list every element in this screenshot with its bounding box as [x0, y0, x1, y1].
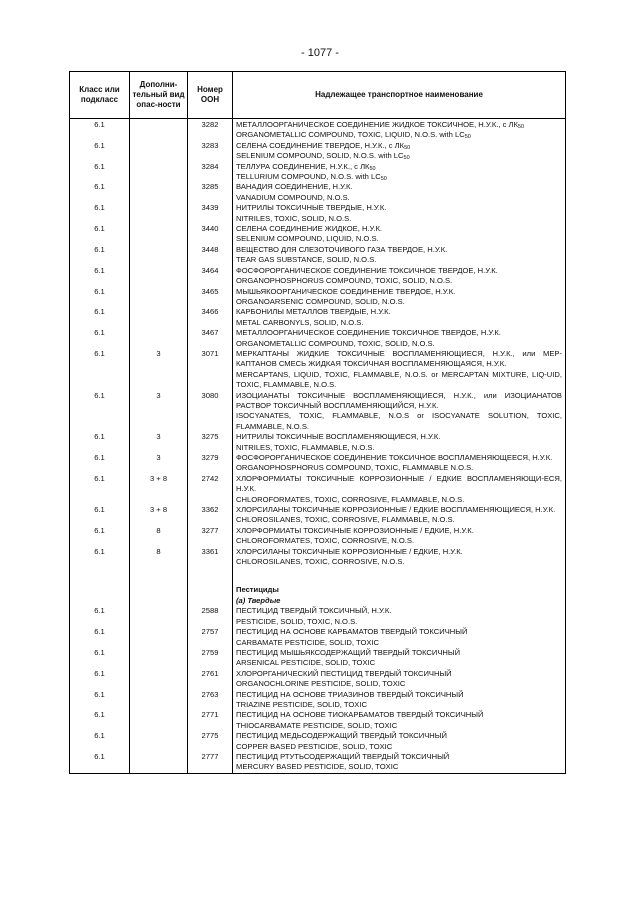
- name-russian: ХЛОРФОРМИАТЫ ТОКСИЧНЫЕ КОРРОЗИОННЫЕ / ЕДКИЕ, Н.У.К.: [236, 525, 474, 535]
- name-english: NITRILES, TOXIC, SOLID, N.O.S.: [236, 213, 352, 223]
- shipping-name-cell: [233, 141, 566, 162]
- name-english: SELENIUM COMPOUND, SOLID, N.O.S. with $LC_{50}$: [236, 151, 410, 162]
- section-heading-row: [70, 585, 566, 606]
- additional-hazard-cell: [130, 752, 188, 773]
- un-number-cell: 3464: [188, 266, 233, 287]
- header-class: Класс или подкласс: [70, 72, 130, 119]
- un-number-cell: 3275: [188, 432, 233, 453]
- table-row: [70, 731, 566, 752]
- shipping-name-cell: [233, 752, 566, 773]
- name-english: PESTICIDE, SOLID, TOXIC, N.O.S.: [236, 616, 358, 626]
- section-spacer: [70, 567, 566, 585]
- name-english: SELENIUM COMPOUND, LIQUID, N.O.S.: [236, 234, 379, 244]
- additional-hazard-cell: [130, 307, 188, 328]
- shipping-name-cell: [233, 224, 566, 245]
- name-russian: СЕЛЕНА СОЕДИНЕНИЕ ЖИДКОЕ, Н.У.К.: [236, 224, 383, 234]
- additional-hazard-cell: 8: [130, 547, 188, 568]
- shipping-name-cell: [233, 266, 566, 287]
- name-english: CHLOROSILANES, TOXIC, CORROSIVE, N.O.S.: [236, 557, 405, 567]
- name-russian: ПЕСТИЦИД МЕДЬСОДЕРЖАЩИЙ ТВЕРДЫЙ ТОКСИЧНЫЙ: [236, 731, 447, 741]
- name-english: MERCURY BASED PESTICIDE, SOLID, TOXIC: [236, 762, 399, 772]
- additional-hazard-cell: [130, 119, 188, 141]
- un-number-cell: 2775: [188, 731, 233, 752]
- name-russian: ХЛОРСИЛАНЫ ТОКСИЧНЫЕ КОРРОЗИОННЫЕ / ЕДКИЕ, Н.У.К.: [236, 546, 463, 556]
- table-row: [70, 141, 566, 162]
- name-russian: ПЕСТИЦИД НА ОСНОВЕ ТРИАЗИНОВ ТВЕРДЫЙ ТОКСИЧНЫЙ: [236, 689, 464, 699]
- name-english: COPPER BASED PESTICIDE, SOLID, TOXIC: [236, 741, 393, 751]
- table-row: [70, 505, 566, 526]
- table-row: [70, 162, 566, 183]
- un-number-cell: 3071: [188, 349, 233, 391]
- name-english: ORGANOCHLORINE PESTICIDE, SOLID, TOXIC: [236, 679, 406, 689]
- name-english: ORGANOMETALLIC COMPOUND, TOXIC, SOLID, N.O.S.: [236, 338, 435, 348]
- table-row: [70, 432, 566, 453]
- name-russian: ФОСФОРОРГАНИЧЕСКОЕ СОЕДИНЕНИЕ ТОКСИЧНОЕ ВОСПЛАМЕНЯЮЩЕЕСЯ, Н.У.К.: [236, 453, 553, 462]
- name-english: ORGANOPHOSPHORUS COMPOUND, TOXIC, SOLID, N.O.S.: [236, 276, 453, 286]
- un-number-cell: 2742: [188, 474, 233, 505]
- shipping-name-cell: [233, 669, 566, 690]
- name-english: NITRILES, TOXIC, FLAMMABLE, N.O.S.: [236, 442, 375, 452]
- table-row: [70, 547, 566, 568]
- shipping-name-cell: [233, 710, 566, 731]
- additional-hazard-cell: [130, 245, 188, 266]
- additional-hazard-cell: [130, 627, 188, 648]
- additional-hazard-cell: [130, 203, 188, 224]
- table-row: [70, 627, 566, 648]
- name-russian: СЕЛЕНА СОЕДИНЕНИЕ ТВЕРДОЕ, Н.У.К., с $ЛК_{50}$: [236, 140, 411, 151]
- class-cell: 6.1: [70, 752, 130, 773]
- un-number-cell: 3080: [188, 391, 233, 433]
- un-number-cell: 3440: [188, 224, 233, 245]
- additional-hazard-cell: [130, 141, 188, 162]
- name-english: CARBAMATE PESTICIDE, SOLID, TOXIC: [236, 637, 380, 647]
- additional-hazard-cell: 8: [130, 526, 188, 547]
- empty-cell: [188, 585, 233, 606]
- un-number-cell: 3361: [188, 547, 233, 568]
- table-row: [70, 474, 566, 505]
- class-cell: 6.1: [70, 182, 130, 203]
- shipping-name-cell: [233, 690, 566, 711]
- table-row: [70, 648, 566, 669]
- dangerous-goods-table: [69, 71, 566, 774]
- shipping-name-cell: [233, 391, 566, 433]
- class-cell: 6.1: [70, 731, 130, 752]
- class-cell: 6.1: [70, 526, 130, 547]
- subsection-title: (а) Твердые: [236, 595, 281, 605]
- name-russian: МЕТАЛЛООРГАНИЧЕСКОЕ СОЕДИНЕНИЕ ТОКСИЧНОЕ ТВЕРДОЕ, Н.У.К.: [236, 328, 501, 338]
- table-row: [70, 391, 566, 433]
- name-russian: МЕРКАПТАНЫ ЖИДКИЕ ТОКСИЧНЫЕ ВОСПЛАМЕНЯЮЩИЕСЯ, Н.У.К., или МЕР-КАПТАНОВ СМЕСЬ ЖИДКАЯ ТОКСИЧНАЯ ВОСПЛАМЕНЯЮЩАЯСЯ, Н.У.К.: [236, 348, 562, 369]
- class-cell: 6.1: [70, 224, 130, 245]
- additional-hazard-cell: 3: [130, 391, 188, 433]
- name-russian: ФОСФОРОРГАНИЧЕСКОЕ СОЕДИНЕНИЕ ТОКСИЧНОЕ ТВЕРДОЕ, Н.У.К.: [236, 265, 498, 275]
- name-russian: ПЕСТИЦИД МЫШЬЯКСОДЕРЖАЩИЙ ТВЕРДЫЙ ТОКСИЧНЫЙ: [236, 647, 461, 657]
- shipping-name-cell: [233, 203, 566, 224]
- spacer-cell: [188, 567, 233, 585]
- table-row: [70, 119, 566, 141]
- un-number-cell: 3465: [188, 287, 233, 308]
- name-english: MERCAPTANS, LIQUID, TOXIC, FLAMMABLE, N.O.S. or MERCAPTAN MIXTURE, LIQ-UID, TOXIC, FLAMMABLE, N.O.S.: [236, 369, 562, 390]
- un-number-cell: 3439: [188, 203, 233, 224]
- un-number-cell: 2588: [188, 606, 233, 627]
- additional-hazard-cell: [130, 287, 188, 308]
- un-number-cell: 3362: [188, 505, 233, 526]
- additional-hazard-cell: 3: [130, 349, 188, 391]
- name-english: ORGANOMETALLIC COMPOUND, TOXIC, LIQUID, N.O.S. with $LC_{50}$: [236, 130, 471, 141]
- name-english: TRIAZINE PESTICIDE, SOLID, TOXIC: [236, 699, 367, 709]
- shipping-name-cell: [233, 627, 566, 648]
- un-number-cell: 3282: [188, 119, 233, 141]
- header-un-number: Номер ООН: [188, 72, 233, 119]
- name-english: ORGANOPHOSPHORUS COMPOUND, TOXIC, FLAMMABLE N.O.S.: [236, 463, 474, 473]
- header-shipping-name: Надлежащее транспортное наименование: [233, 72, 566, 119]
- shipping-name-cell: [233, 648, 566, 669]
- table-header-row: [70, 72, 566, 119]
- class-cell: 6.1: [70, 690, 130, 711]
- table-body: [70, 119, 566, 774]
- class-cell: 6.1: [70, 245, 130, 266]
- shipping-name-cell: [233, 328, 566, 349]
- additional-hazard-cell: [130, 182, 188, 203]
- table-row: [70, 307, 566, 328]
- additional-hazard-cell: [130, 162, 188, 183]
- additional-hazard-cell: [130, 710, 188, 731]
- name-english: THIOCARBAMATE PESTICIDE, SOLID, TOXIC: [236, 720, 398, 730]
- class-cell: 6.1: [70, 505, 130, 526]
- shipping-name-cell: [233, 505, 566, 526]
- un-number-cell: 2763: [188, 690, 233, 711]
- class-cell: 6.1: [70, 391, 130, 433]
- table-row: [70, 349, 566, 391]
- name-english: VANADIUM COMPOUND, N.O.S.: [236, 192, 350, 202]
- class-cell: 6.1: [70, 162, 130, 183]
- name-english: TELLURIUM COMPOUND, N.O.S. with $LC_{50}$: [236, 172, 387, 183]
- table-row: [70, 287, 566, 308]
- class-cell: 6.1: [70, 266, 130, 287]
- header-additional-hazard: Дополни-тельный вид опас-ности: [130, 72, 188, 119]
- un-number-cell: 3467: [188, 328, 233, 349]
- name-russian: ИЗОЦИАНАТЫ ТОКСИЧНЫЕ ВОСПЛАМЕНЯЮЩИЕСЯ, Н.У.К., или ИЗОЦИАНАТОВ РАСТВОР ТОКСИЧНЫЙ ВОСПЛАМЕНЯЮЩИЙСЯ, Н.У.К.: [236, 390, 562, 410]
- un-number-cell: 3277: [188, 526, 233, 547]
- additional-hazard-cell: 3: [130, 432, 188, 453]
- name-english: ARSENICAL PESTICIDE, SOLID, TOXIC: [236, 658, 376, 668]
- additional-hazard-cell: [130, 266, 188, 287]
- class-cell: 6.1: [70, 627, 130, 648]
- table-row: [70, 710, 566, 731]
- additional-hazard-cell: [130, 224, 188, 245]
- un-number-cell: 2771: [188, 710, 233, 731]
- class-cell: 6.1: [70, 287, 130, 308]
- un-number-cell: 3284: [188, 162, 233, 183]
- additional-hazard-cell: 3 + 8: [130, 474, 188, 505]
- page-number: - 1077 -: [301, 47, 339, 59]
- spacer-cell: [70, 567, 130, 585]
- un-number-cell: 2759: [188, 648, 233, 669]
- name-russian: ПЕСТИЦИД РТУТЬСОДЕРЖАЩИЙ ТВЕРДЫЙ ТОКСИЧНЫЙ: [236, 751, 450, 761]
- shipping-name-cell: [233, 474, 566, 505]
- name-english: CHLOROSILANES, TOXIC, CORROSIVE, FLAMMABLE, N.O.S.: [236, 515, 455, 525]
- shipping-name-cell: [233, 432, 566, 453]
- additional-hazard-cell: [130, 606, 188, 627]
- table-row: [70, 606, 566, 627]
- shipping-name-cell: [233, 349, 566, 391]
- class-cell: 6.1: [70, 349, 130, 391]
- class-cell: 6.1: [70, 710, 130, 731]
- table-row: [70, 224, 566, 245]
- shipping-name-cell: [233, 182, 566, 203]
- class-cell: 6.1: [70, 119, 130, 141]
- class-cell: 6.1: [70, 328, 130, 349]
- name-russian: ТЕЛЛУРА СОЕДИНЕНИЕ, Н.У.К., с $ЛК_{50}$: [236, 161, 376, 172]
- class-cell: 6.1: [70, 474, 130, 505]
- class-cell: 6.1: [70, 453, 130, 474]
- additional-hazard-cell: [130, 328, 188, 349]
- name-russian: МЫШЬЯКООРГАНИЧЕСКОЕ СОЕДИНЕНИЕ ТВЕРДОЕ, Н.У.К.: [236, 286, 456, 296]
- name-english: CHLOROFORMATES, TOXIC, CORROSIVE, FLAMMABLE, N.O.S.: [236, 494, 465, 504]
- class-cell: 6.1: [70, 307, 130, 328]
- additional-hazard-cell: [130, 648, 188, 669]
- spacer-cell: [233, 567, 566, 585]
- name-russian: КАРБОНИЛЫ МЕТАЛЛОВ ТВЕРДЫЕ, Н.У.К.: [236, 307, 391, 317]
- name-russian: ПЕСТИЦИД ТВЕРДЫЙ ТОКСИЧНЫЙ, Н.У.К.: [236, 606, 392, 616]
- shipping-name-cell: [233, 245, 566, 266]
- name-english: TEAR GAS SUBSTANCE, SOLID, N.O.S.: [236, 255, 377, 265]
- table-row: [70, 328, 566, 349]
- additional-hazard-cell: [130, 731, 188, 752]
- un-number-cell: 3448: [188, 245, 233, 266]
- name-english: CHLOROFORMATES, TOXIC, CORROSIVE, N.O.S.: [236, 536, 415, 546]
- name-english: ORGANOARSENIC COMPOUND, SOLID, N.O.S.: [236, 296, 405, 306]
- section-heading-cell: [233, 585, 566, 606]
- shipping-name-cell: [233, 526, 566, 547]
- table-row: [70, 266, 566, 287]
- additional-hazard-cell: [130, 669, 188, 690]
- shipping-name-cell: [233, 606, 566, 627]
- table-row: [70, 453, 566, 474]
- un-number-cell: 3283: [188, 141, 233, 162]
- name-english: METAL CARBONYLS, SOLID, N.O.S.: [236, 317, 364, 327]
- shipping-name-cell: [233, 453, 566, 474]
- additional-hazard-cell: 3: [130, 453, 188, 474]
- class-cell: 6.1: [70, 648, 130, 669]
- table-row: [70, 690, 566, 711]
- additional-hazard-cell: 3 + 8: [130, 505, 188, 526]
- un-number-cell: 2761: [188, 669, 233, 690]
- name-russian: ПЕСТИЦИД НА ОСНОВЕ ТИОКАРБАМАТОВ ТВЕРДЫЙ ТОКСИЧНЫЙ: [236, 710, 484, 720]
- un-number-cell: 3285: [188, 182, 233, 203]
- additional-hazard-cell: [130, 690, 188, 711]
- shipping-name-cell: [233, 731, 566, 752]
- table-row: [70, 669, 566, 690]
- empty-cell: [70, 585, 130, 606]
- section-title: Пестициды: [236, 585, 279, 595]
- name-russian: ВАНАДИЯ СОЕДИНЕНИЕ, Н.У.К.: [236, 182, 353, 192]
- name-russian: МЕТАЛЛООРГАНИЧЕСКОЕ СОЕДИНЕНИЕ ЖИДКОЕ ТОКСИЧНОЕ, Н.У.К., с $ЛК_{50}$: [236, 120, 525, 130]
- class-cell: 6.1: [70, 606, 130, 627]
- shipping-name-cell: [233, 287, 566, 308]
- class-cell: 6.1: [70, 141, 130, 162]
- name-english: ISOCYANATES, TOXIC, FLAMMABLE, N.O.S or ISOCYANATE SOLUTION, TOXIC, FLAMMABLE, N.O.S.: [236, 411, 562, 431]
- name-russian: ХЛОРОРГАНИЧЕСКИЙ ПЕСТИЦИД ТВЕРДЫЙ ТОКСИЧНЫЙ: [236, 668, 452, 678]
- un-number-cell: 2757: [188, 627, 233, 648]
- class-cell: 6.1: [70, 432, 130, 453]
- shipping-name-cell: [233, 547, 566, 568]
- table-row: [70, 182, 566, 203]
- table-row: [70, 203, 566, 224]
- un-number-cell: 3279: [188, 453, 233, 474]
- name-russian: НИТРИЛЫ ТОКСИЧНЫЕ ТВЕРДЫЕ, Н.У.К.: [236, 203, 387, 213]
- name-russian: ХЛОРФОРМИАТЫ ТОКСИЧНЫЕ КОРРОЗИОННЫЕ / ЕДКИЕ ВОСПЛАМЕНЯЮЩИ-ЕСЯ, Н.У.К.: [236, 473, 562, 494]
- name-russian: НИТРИЛЫ ТОКСИЧНЫЕ ВОСПЛАМЕНЯЮЩИЕСЯ, Н.У.К.: [236, 432, 441, 442]
- shipping-name-cell: [233, 119, 566, 141]
- shipping-name-cell: [233, 307, 566, 328]
- name-russian: ХЛОРСИЛАНЫ ТОКСИЧНЫЕ КОРРОЗИОННЫЕ / ЕДКИЕ ВОСПЛАМЕНЯЮЩИЕСЯ, Н.У.К.: [236, 505, 556, 515]
- empty-cell: [130, 585, 188, 606]
- class-cell: 6.1: [70, 669, 130, 690]
- shipping-name-cell: [233, 162, 566, 183]
- name-russian: ПЕСТИЦИД НА ОСНОВЕ КАРБАМАТОВ ТВЕРДЫЙ ТОКСИЧНЫЙ: [236, 627, 468, 637]
- table-row: [70, 245, 566, 266]
- un-number-cell: 2777: [188, 752, 233, 773]
- spacer-cell: [130, 567, 188, 585]
- table-row: [70, 752, 566, 773]
- table-row: [70, 526, 566, 547]
- un-number-cell: 3466: [188, 307, 233, 328]
- class-cell: 6.1: [70, 203, 130, 224]
- name-russian: ВЕЩЕСТВО ДЛЯ СЛЕЗОТОЧИВОГО ГАЗА ТВЕРДОЕ, Н.У.К.: [236, 244, 448, 254]
- class-cell: 6.1: [70, 547, 130, 568]
